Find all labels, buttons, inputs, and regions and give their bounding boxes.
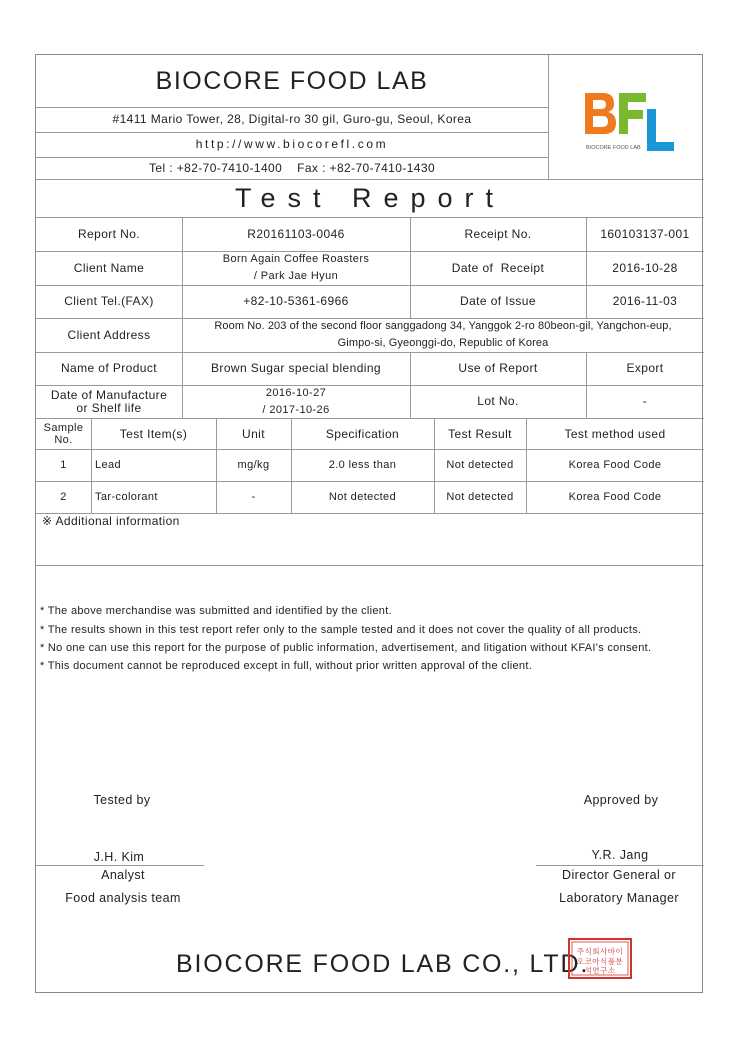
approved-by-role-line1: Director General or: [562, 868, 676, 882]
svg-text:오코아식품분: 오코아식품분: [576, 957, 624, 966]
client-tel-value: +82-10-5361-6966: [243, 294, 349, 308]
tested-by-team: Food analysis team: [65, 891, 181, 905]
result-row-2-spec: Not detected: [328, 490, 397, 503]
client-address-value: [182, 318, 704, 352]
results-header-result: Test Result: [448, 426, 512, 441]
note-2: * The results shown in this test report refer only to the sample tested and it does not cover the quality of all products.: [40, 624, 642, 636]
manufacture-date-label: [36, 385, 182, 418]
test-report-document: [35, 54, 703, 993]
sample-header-line2: No.: [54, 434, 73, 446]
result-row-1-method: Korea Food Code: [568, 458, 662, 471]
use-of-report-value: Export: [626, 361, 664, 375]
result-row-2-no: 2: [60, 490, 67, 503]
manufacture-label-line2: or Shelf life: [76, 400, 142, 415]
tested-by-role: Analyst: [101, 868, 145, 882]
date-receipt-value: 2016-10-28: [612, 260, 678, 275]
client-name-value: [182, 251, 410, 285]
result-row-1-item: Lead: [95, 458, 122, 471]
lab-tel-fax: Tel : +82-70-7410-1400 Fax : +82-70-7410-1430: [148, 160, 436, 175]
manufacture-line2: / 2017-10-26: [262, 403, 330, 416]
note-1: * The above merchandise was submitted and identified by the client.: [40, 605, 392, 617]
client-tel-label: Client Tel.(FAX): [64, 294, 154, 308]
results-header-sample-no: [36, 419, 91, 449]
result-row-1-spec: 2.0 less than: [328, 458, 397, 471]
client-address-label: Client Address: [67, 327, 151, 342]
result-row-1-result: Not detected: [446, 458, 514, 471]
report-no-value: R20161103-0046: [247, 226, 345, 241]
results-header-method: Test method used: [564, 426, 666, 441]
receipt-no-label: Receipt No.: [464, 226, 532, 241]
result-row-2-unit: -: [251, 490, 256, 503]
note-4: * This document cannot be reproduced except in full, without prior written approval of the client.: [40, 660, 533, 672]
report-title: Test Report: [234, 182, 506, 213]
product-name-value: Brown Sugar special blending: [211, 361, 381, 375]
client-name-line1: Born Again Coffee Roasters: [222, 253, 370, 265]
lab-address: #1411 Mario Tower, 28, Digital-ro 30 gil, Guro-gu, Seoul, Korea: [112, 112, 472, 126]
result-row-2-item: Tar-colorant: [95, 490, 158, 503]
client-address-line2: Gimpo-si, Gyeonggi-do, Republic of Korea: [337, 337, 549, 349]
report-no-label: Report No.: [77, 226, 141, 241]
sample-header-line1: Sample: [43, 422, 84, 434]
lab-website: http://www.biocorefl.com: [195, 137, 389, 151]
tested-by-name: J.H. Kim: [93, 850, 145, 864]
manufacture-line1: 2016-10-27: [265, 386, 327, 399]
client-name-line2: / Park Jae Hyun: [253, 270, 339, 282]
company-footer: BIOCORE FOOD LAB CO., LTD.: [176, 950, 590, 978]
client-address-line1: Room No. 203 of the second floor sanggadong 34, Yanggok 2-ro 80beon-gil, Yangchon-eup,: [214, 320, 672, 332]
date-issue-value: 2016-11-03: [612, 294, 678, 308]
company-seal: [568, 938, 632, 979]
use-of-report-label: Use of Report: [458, 361, 538, 375]
red-seal-stamp-icon: [568, 938, 632, 979]
additional-information-label: ※ Additional information: [42, 514, 180, 528]
receipt-no-value: 160103137-001: [600, 226, 690, 241]
lot-no-value: -: [642, 394, 648, 408]
results-header-spec: Specification: [325, 426, 400, 441]
tested-by-label: Tested by: [93, 793, 151, 807]
approved-by-role-line2: Laboratory Manager: [559, 891, 679, 905]
results-header-item: Test Item(s): [119, 426, 188, 441]
lot-no-label: Lot No.: [477, 394, 519, 408]
svg-text:석연구소: 석연구소: [584, 966, 616, 975]
result-row-1-no: 1: [60, 458, 67, 471]
svg-text:주식회사바이: 주식회사바이: [576, 947, 624, 956]
result-row-2-result: Not detected: [446, 490, 514, 503]
result-row-2-method: Korea Food Code: [568, 490, 662, 503]
results-header-unit: Unit: [242, 426, 265, 441]
manufacture-label-line1: Date of Manufacture: [50, 387, 168, 402]
logo-caption: BIOCORE FOOD LAB: [586, 145, 641, 151]
approved-by-name: Y.R. Jang: [591, 848, 649, 862]
product-name-label: Name of Product: [60, 361, 158, 375]
client-name-label: Client Name: [73, 260, 145, 275]
lab-name: BIOCORE FOOD LAB: [155, 66, 429, 95]
note-3: * No one can use this report for the purpose of public information, advertisement, and litigation without KFAI's consent.: [40, 642, 652, 654]
date-receipt-label: Date of Receipt: [451, 260, 545, 275]
biocore-logo: [583, 91, 677, 155]
approved-by-label: Approved by: [583, 793, 659, 807]
bfl-logo-icon: [583, 91, 677, 155]
manufacture-date-value: [182, 385, 410, 418]
date-issue-label: Date of Issue: [460, 294, 536, 308]
result-row-1-unit: mg/kg: [237, 458, 270, 471]
